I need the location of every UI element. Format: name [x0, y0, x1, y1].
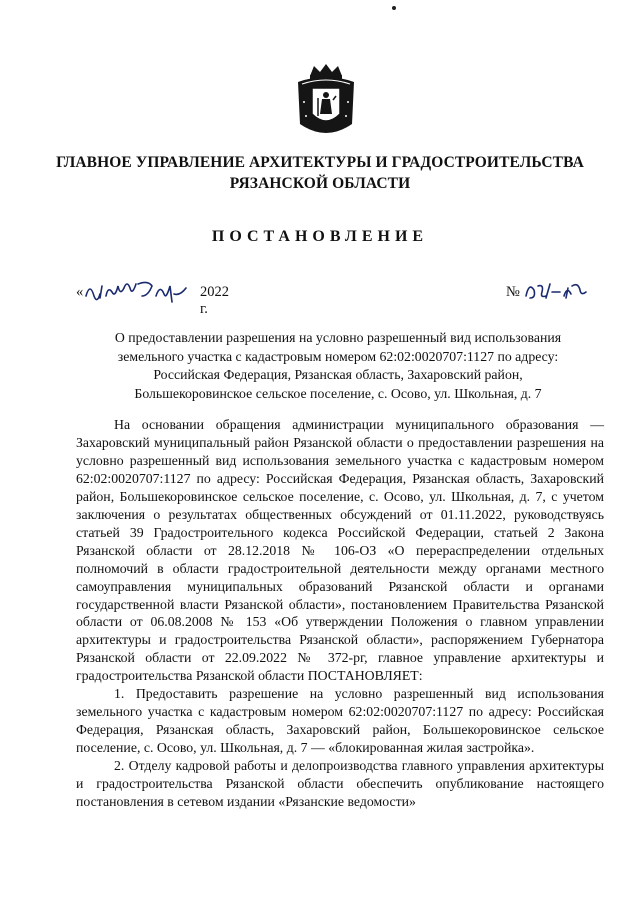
organization-line-2: РЯЗАНСКОЙ ОБЛАСТИ [229, 175, 411, 192]
handwritten-number-scribble [522, 278, 592, 304]
handwritten-date [76, 278, 196, 309]
organization-line-1: ГЛАВНОЕ УПРАВЛЕНИЕ АРХИТЕКТУРЫ И ГРАДОСТРОИТЕЛЬСТВА [56, 154, 584, 171]
handwritten-number [522, 278, 592, 309]
document-type-title: ПОСТАНОВЛЕНИЕ [211, 228, 429, 245]
document-body [76, 416, 604, 811]
subject-line-1: О предоставлении разрешения на условно разрешенный вид использования [114, 330, 562, 345]
date-year: 2022 г. [200, 284, 229, 317]
handwritten-date-scribble [76, 278, 196, 304]
subject-line-2: земельного участка с кадастровым номером 62:02:0020707:1127 по адресу: [117, 348, 559, 364]
body-paragraph-item-1: 1. Предоставить разрешение на условно разрешенный вид использования земельного участка с кадастровым номером 62:02:0020707:1127 по адресу: Российская Федерация, Рязанская область, Захаровский район, Большекоровинское сельское поселение, с. Осово, ул. Школьная, д. 7 — «блокированная жилая застройка». [76, 686, 604, 756]
coat-of-arms-icon [292, 62, 360, 142]
body-paragraph-item-2: 2. Отделу кадровой работы и делопроизводства главного управления архитектуры и градостроительства Рязанской области обеспечить опубликование настоящего постановления в сетевом издании «Рязанские ведомости» [76, 758, 604, 810]
subject-line-3: Российская Федерация, Рязанская область, Захаровский район, [153, 367, 523, 382]
svg-text:«: « [76, 284, 84, 300]
body-paragraph-preamble: На основании обращения администрации муниципального образования — Захаровский муниципальный район Рязанской области о предоставлении разрешения на условно разрешенный вид использования земельного участка с кадастровым номером 62:02:0020707:1127 по адресу: Российская Федерация, Рязанская область, Захаровский район, Большекоровинское сельское поселение, с. Осово, ул. Школьная, д. 7, с учетом заключения о результатах общественных обсуждений от 01.11.2022, руководствуясь статьей 39 Градостроительного кодекса Российской Федерации, статьей 2 Закона Рязанской области от 28.12.2018 № 106-ОЗ «О перераспределении отдельных полномочий в области градостроительной деятельности между органами местного самоуправления муниципальных образований Рязанской области и органами государственной власти Рязанской области», постановлением Правительства Рязанской области от 06.08.2008 № 153 «Об утверждении Положения о главном управлении архитектуры и градостроительства Рязанской области», распоряжением Губернатора Рязанской области от 22.09.2022 № 372-рг, главное управление архитектуры и градостроительства Рязанской области ПОСТАНОВЛЯЕТ: [76, 417, 604, 684]
document-number [506, 284, 606, 306]
document-date [76, 284, 229, 317]
scan-speck [392, 6, 396, 10]
subject-line-4: Большекоровинское сельское поселение, с. Осово, ул. Школьная, д. 7 [134, 385, 542, 401]
organization-name [40, 152, 600, 194]
document-subject [76, 329, 600, 403]
number-sign: № [506, 284, 520, 300]
